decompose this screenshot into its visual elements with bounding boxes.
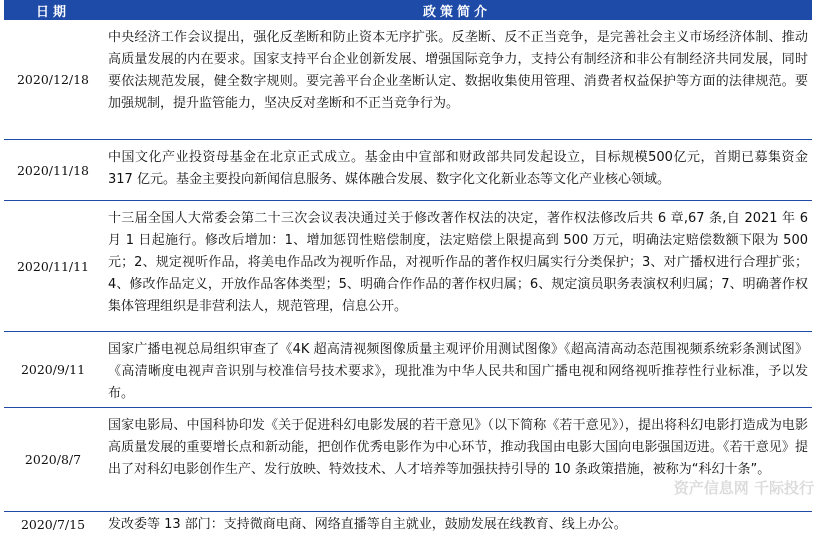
row-text: 发改委等 13 部门：支持微商电商、网络直播等自主就业，鼓励发展在线教育、线上办公。: [108, 517, 627, 532]
row-date: 2020/12/18: [16, 72, 90, 87]
row-date: 2020/11/18: [16, 162, 90, 178]
row-text: 国家电影局、中国科协印发《关于促进科幻电影发展的若干意见》（以下简称《若干意见》），提出将科幻电影打造成为电影高质量发展的重要增长点和新动能，把创作优秀电影作为中心环节，推动我国由电影大国向电影强国迈进。《若干意见》提出了对科幻电影创作生产、发行放映、特效技术、人才培养等加强扶持引导的 10 条政策措施，被称为“科幻十条”。: [108, 418, 808, 477]
row-text: 国家广播电视总局组织审查了《4K 超高清视频图像质量主观评价用测试图像》《超高清高动态范围视频系统彩条测试图》《高清晰度电视声音识别与校准信号技术要求》，现批准为中华人民共和国广播电视和网络视听推荐性行业标准，予以发布。: [108, 342, 808, 401]
header-date: 日期: [35, 4, 70, 20]
table-row: [4, 332, 812, 408]
row-date: 2020/9/11: [20, 362, 86, 377]
row-text: 十三届全国人大常委会第二十三次会议表决通过关于修改著作权法的决定，著作权法修改后共 6 章,67 条,自 2021 年 6 月 1 日起施行。修改后增加：1、增加惩罚性赔偿制度，法定赔偿上限提高到 500 万元，明确法定赔偿数额下限为 500 元；2、规定视听作品，将美电作品改为视听作品，对视听作品的著作权归属实行分类保护；3、对广播权进行合理扩张；4、修改作品定义，开放作品客体类型；5、明确合作作品的著作权归属；6、规定演员职务表演权利归属；7、明确著作权集体管理组织是非营利法人，规范管理，信息公开。: [108, 211, 808, 314]
row-date: 2020/7/15: [20, 516, 86, 532]
watermark: 资产信息网 千际投行: [673, 479, 814, 497]
table-header: [4, 0, 812, 20]
row-text: 中国文化产业投资母基金在北京正式成立。基金由中宣部和财政部共同发起设立，目标规模500亿元，首期已募集资金 317 亿元。基金主要投向新闻信息服务、媒体融合发展、数字化文化新业态等文化产业核心领域。: [108, 150, 808, 187]
table-row: [4, 512, 812, 536]
header-summary: 政策简介: [422, 4, 491, 20]
table-row: [4, 140, 812, 201]
row-text: 中央经济工作会议提出，强化反垄断和防止资本无序扩张。反垄断、反不正当竞争，是完善社会主义市场经济体制、推动高质量发展的内在要求。国家支持平台企业创新发展、增强国际竞争力，支持公有制经济和非公有制经济共同发展，同时要依法规范发展，健全数字规则。要完善平台企业垄断认定、数据收集使用管理、消费者权益保护等方面的法律规范。要加强规制，提升监管能力，坚决反对垄断和不正当竞争行为。: [108, 30, 808, 111]
table-row: [4, 201, 812, 332]
table-row: [4, 20, 812, 140]
row-date: 2020/8/7: [24, 452, 82, 467]
row-date: 2020/11/11: [16, 258, 90, 274]
policy-table: [4, 0, 812, 536]
